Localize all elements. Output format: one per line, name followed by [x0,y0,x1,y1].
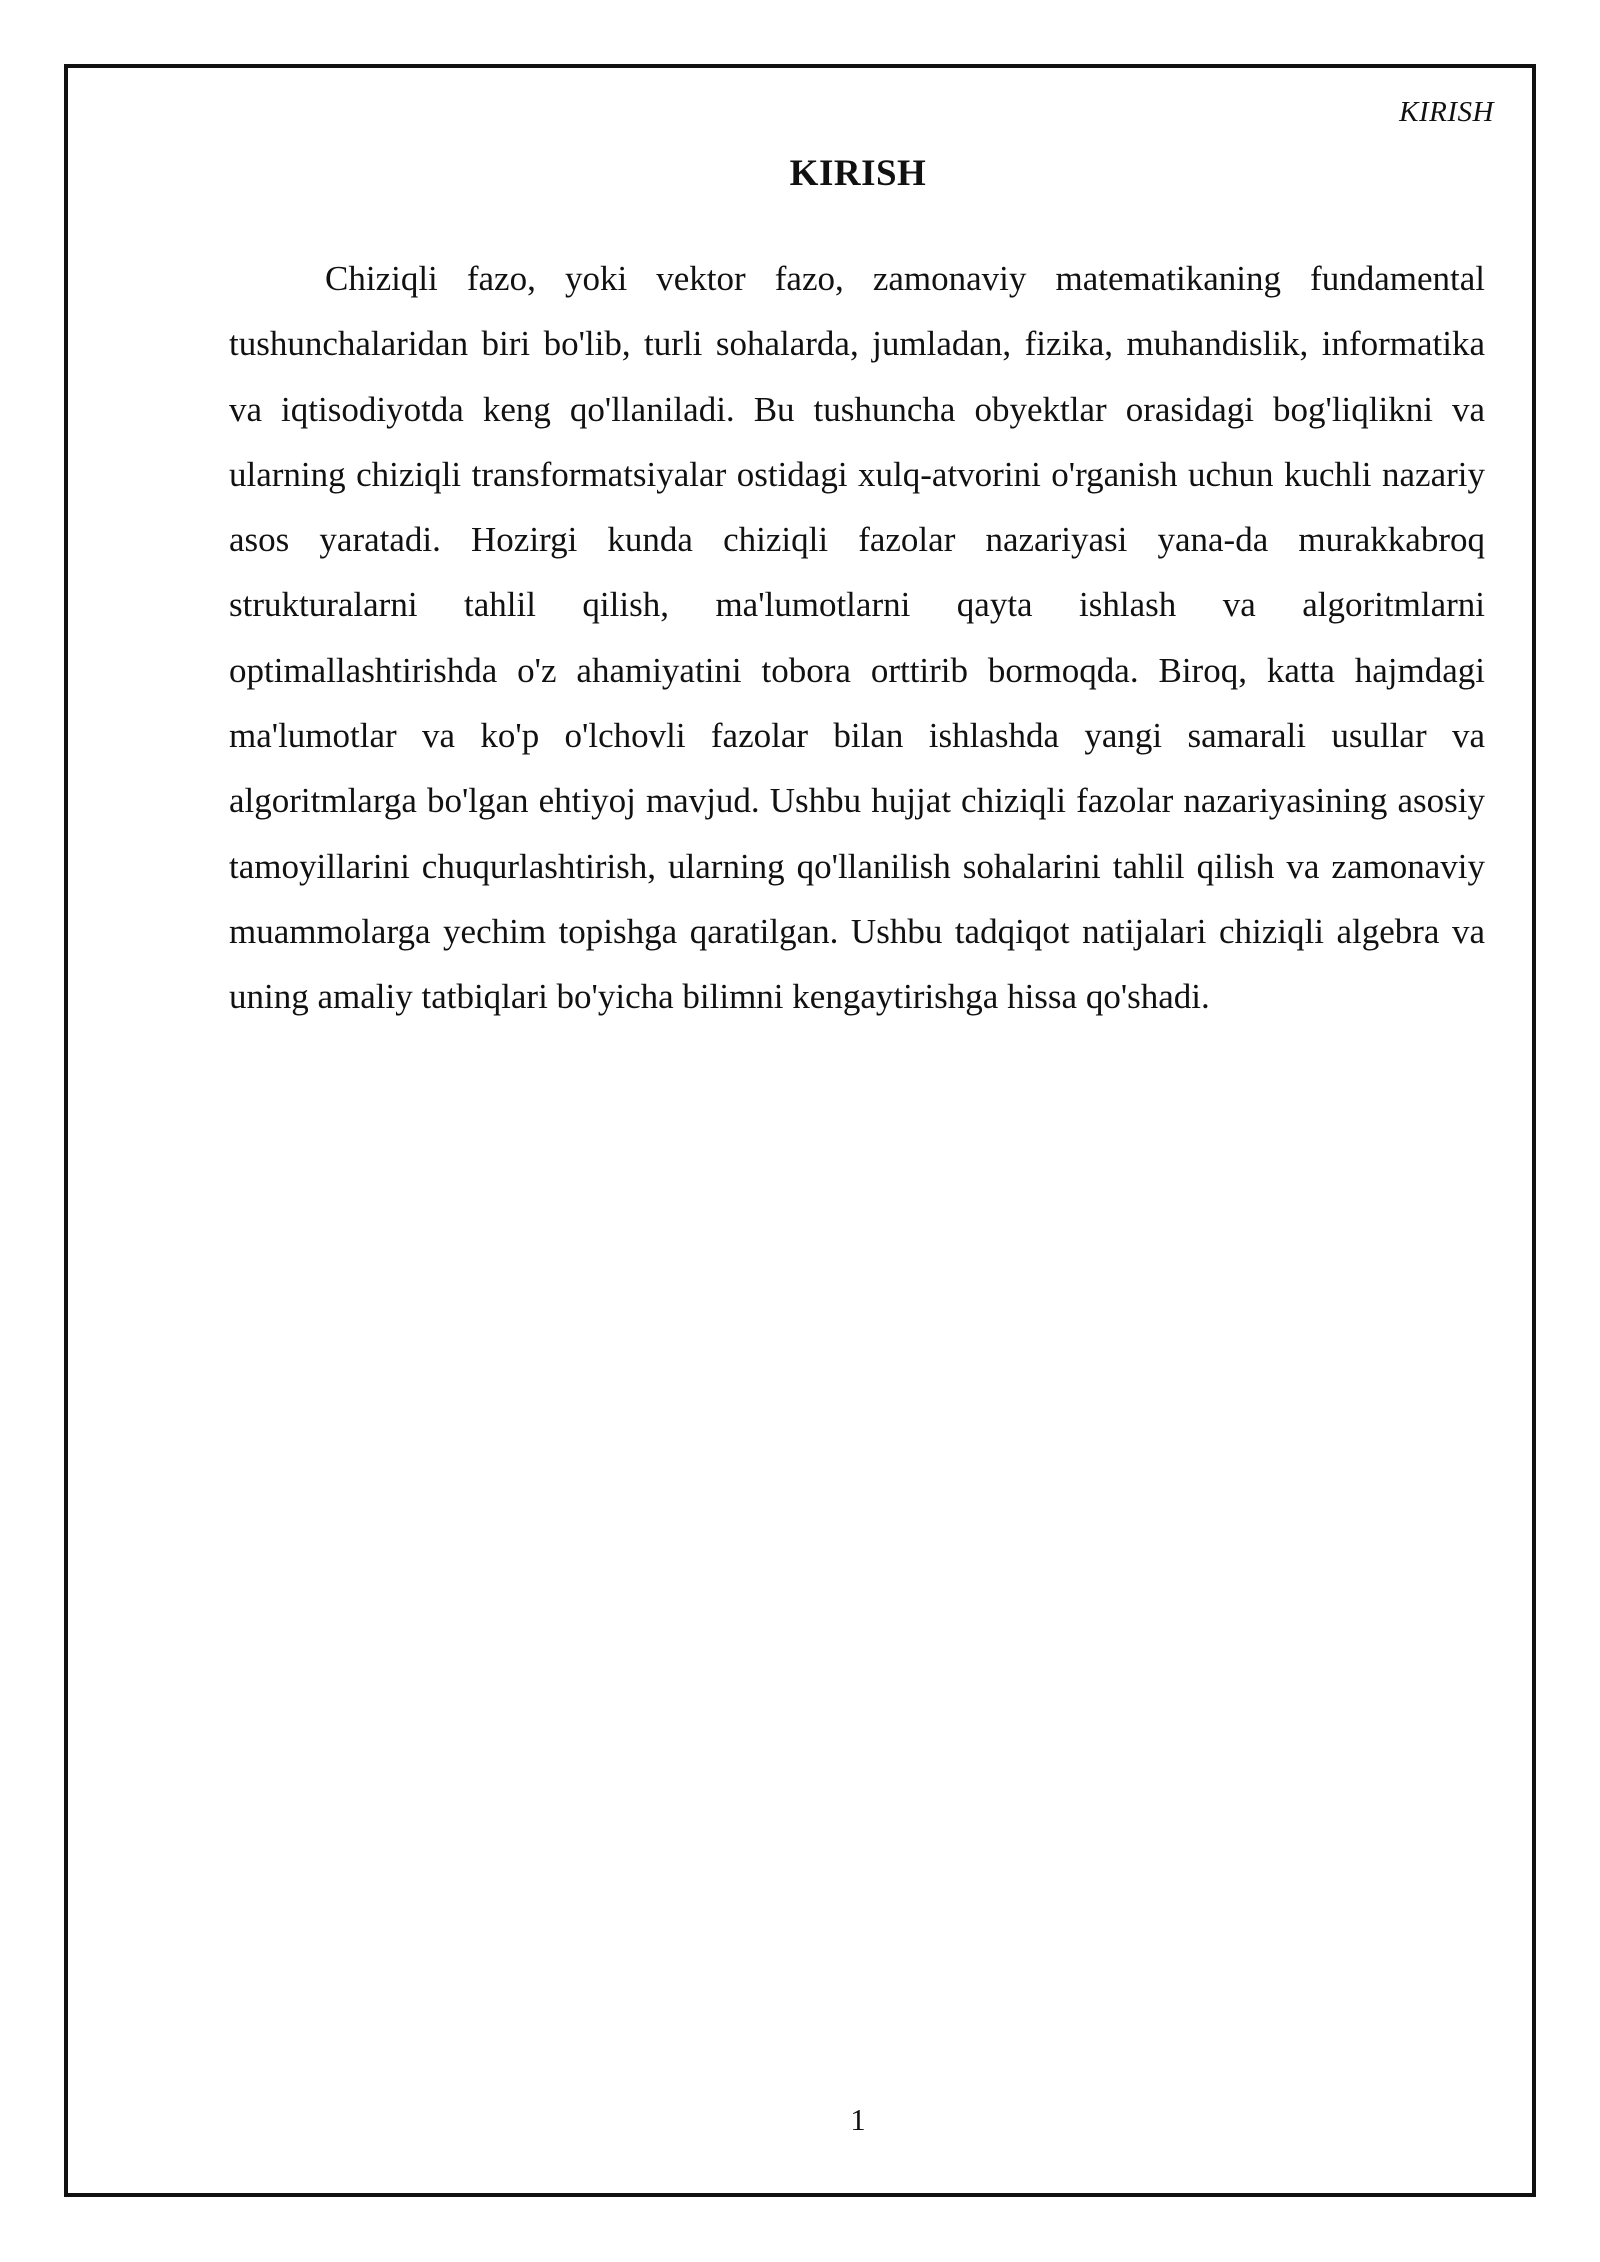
body-paragraph: Chiziqli fazo, yoki vektor fazo, zamonaviy matematikaning fundamental tushunchalaridan biri bo'lib, turli sohalarda, jumladan, fizika, muhandislik, informatika va iqtisodiyotda keng qo'llaniladi. Bu tushuncha obyektlar orasidagi bog'liqlikni va ularning chiziqli transformatsiyalar ostidagi xulq-atvorini o'rganish uchun kuchli nazariy asos yaratadi. Hozirgi kunda chiziqli fazolar nazariyasi yana-da murakkabroq strukturalarni tahlil qilish, ma'lumotlarni qayta ishlash va algoritmlarni optimallashtirishda o'z ahamiyatini tobora orttirib bormoqda. Biroq, katta hajmdagi ma'lumotlar va ko'p o'lchovli fazolar bilan ishlashda yangi samarali usullar va algoritmlarga bo'lgan ehtiyoj mavjud. Ushbu hujjat chiziqli fazolar nazariyasining asosiy tamoyillarini chuqurlashtirish, ularning qo'llanilish sohalarini tahlil qilish va zamonaviy muammolarga yechim topishga qaratilgan. Ushbu tadqiqot natijalari chiziqli algebra va uning amaliy tatbiqlari bo'yicha bilimni kengaytirishga hissa qo'shadi. [229,259,1485,1017]
page-number: 1 [850,2102,866,2137]
section-title: KIRISH [789,153,927,194]
running-header: KIRISH [1399,96,1494,128]
